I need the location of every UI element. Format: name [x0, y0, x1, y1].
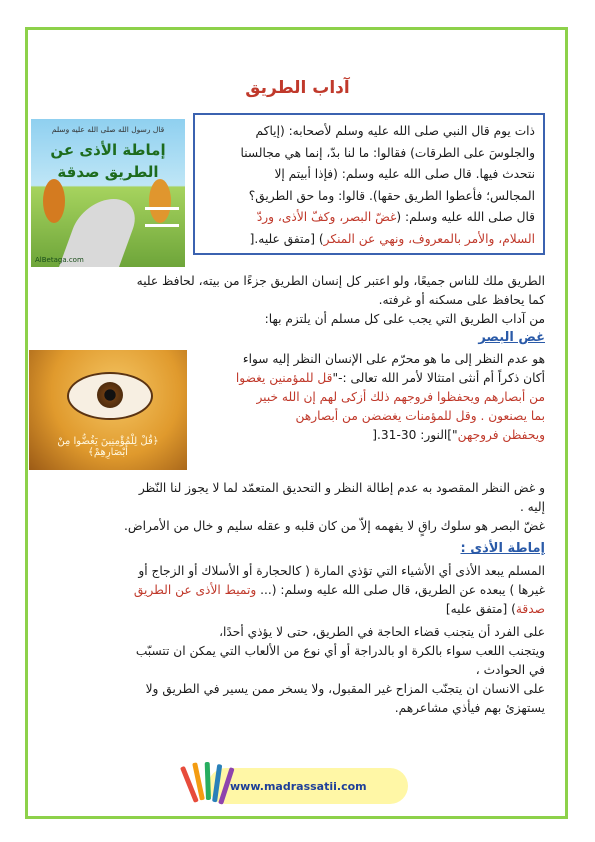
hadith-line [203, 229, 535, 251]
hadith-quote: السلام، والأمر بالمعروف، ونهي عن المنكر [323, 231, 535, 246]
text-span: أكان ذكراً أم أنثى امتثالا لأمر الله تعالى :-" [332, 371, 545, 385]
quran-reference: "]النور: 30-31.[ [372, 428, 458, 442]
text-line: في الحوادث ، [475, 663, 545, 677]
illustration-headline: إماطة الأذى عن [50, 141, 166, 159]
text-span: غيرها ) يبعده عن الطريق، قال صلى الله عليه وسلم: (... [256, 583, 545, 597]
site-url[interactable]: www.madrassatii.com [230, 780, 367, 793]
fence-shape [145, 207, 179, 227]
text-line: على الانسان ان يتجنّب المزاح غير المقبول، ولا يسخر ممن يسير في الطريق ولا [145, 682, 545, 696]
text-line: إليه . [519, 500, 545, 514]
text-line: هو عدم النظر إلى ما هو محرّم على الإنسان النظر إليه سواء [242, 352, 545, 366]
hadith-quote: وتميط الأذى عن الطريق [133, 583, 257, 597]
eye-icon [67, 372, 153, 420]
text-line: غضّ البصر هو سلوك راقٍ لا يفهمه إلاّ من كان قلبه و عقله سليم و خال من الأمراض. [124, 519, 545, 533]
text-line [192, 369, 545, 388]
hadith-line: نتحدث فيها. قال صلى الله عليه وسلم: (فإذا أبيتم إلا [274, 167, 535, 181]
pencils-icon [190, 760, 226, 804]
eye-illustration-caption: ﴿قُلْ لِلْمُؤْمِنِينَ يَغُضُّوا مِنْ أَبْصَارِهِمْ﴾ [57, 436, 159, 458]
hadith-line: المجالس؛ فأعطوا الطريق حقها). قالوا: وما حق الطريق؟ [248, 188, 535, 203]
section-heading-lower-gaze: غض البصر [478, 330, 545, 345]
text-line: يستهزئ بهم فيأذي مشاعرهم. [394, 701, 545, 715]
quran-quote: قل للمؤمنين يغضوا [235, 371, 333, 385]
hadith-quote: صدقة [515, 602, 545, 616]
illustration-watermark: AlBetaga.com [35, 256, 84, 264]
section-heading-remove-harm: إماطة الأذى : [460, 541, 545, 556]
lower-gaze-quote [192, 350, 545, 445]
text-line [40, 600, 545, 619]
text-line: و غض النظر المقصود به عدم إطالة النظر و التحديق المتعمّد لما لا يجوز لنا النّظر [138, 481, 545, 495]
quran-quote: ويحفظن فروجهن [457, 428, 545, 442]
iris-shape [97, 382, 123, 408]
text-line [192, 426, 545, 445]
hadith-line: ذات يوم قال النبي صلى الله عليه وسلم لأصحابه: (إياكم [255, 124, 535, 138]
illustration-caption: قال رسول الله صلى الله عليه وسلم [51, 125, 165, 134]
tree-icon [43, 179, 65, 223]
quran-quote: من أبصارهم ويحفظوا فروجهم ذلك أزكى لهم إن الله خبير [256, 390, 545, 404]
hadith-source: ) [متفق عليه.[ [249, 231, 324, 246]
intro-line: الطريق ملك للناس جميعًا، ولو اعتبر كل إنسان الطريق جزءًا من بيته، لحافظ عليه [136, 274, 545, 288]
footer-logo [190, 758, 410, 810]
hadith-line [203, 207, 535, 229]
hadith-text: قال صلى الله عليه وسلم: ( [396, 210, 535, 224]
page-title: آداب الطريق [245, 78, 350, 98]
illustration-headline: الطريق صدقة [57, 163, 159, 181]
hadith-quote: غضّ البصر، وكفّ الأذى، وردّ [256, 210, 397, 224]
quran-quote: بما يصنعون . وقل للمؤمنات يغضضن من أبصارهن [295, 409, 545, 423]
lower-gaze-explanation [40, 479, 545, 536]
text-line: ويتجنب اللعب سواء بالكرة او بالدراجة أو أي نوع من الألعاب التي يمكن ان تتسبّب [135, 644, 545, 658]
hadith-line: والجلوسَ على الطرقات) فقالوا: ما لنا بدّ، إنما هي مجالسنا [240, 145, 535, 160]
eye-illustration [29, 350, 187, 470]
intro-line: من آداب الطريق التي يجب على كل مسلم أن يلتزم بها: [264, 312, 545, 326]
text-line: المسلم يبعد الأذى أي الأشياء التي تؤذي المارة ( كالحجارة أو الأسلاك أو الزجاج أو [138, 564, 545, 578]
hadith-box [193, 113, 545, 255]
road-illustration [31, 119, 185, 267]
hadith-source: ) [متفق عليه] [445, 602, 516, 616]
intro-paragraph [40, 272, 545, 329]
remove-harm-paragraph [40, 562, 545, 718]
text-line [40, 581, 545, 600]
text-line: على الفرد أن يتجنب قضاء الحاجة في الطريق، حتى لا يؤذي أحدًا، [219, 625, 545, 639]
intro-line: كما يحافظ على مسكنه أو غرفته. [378, 293, 545, 307]
